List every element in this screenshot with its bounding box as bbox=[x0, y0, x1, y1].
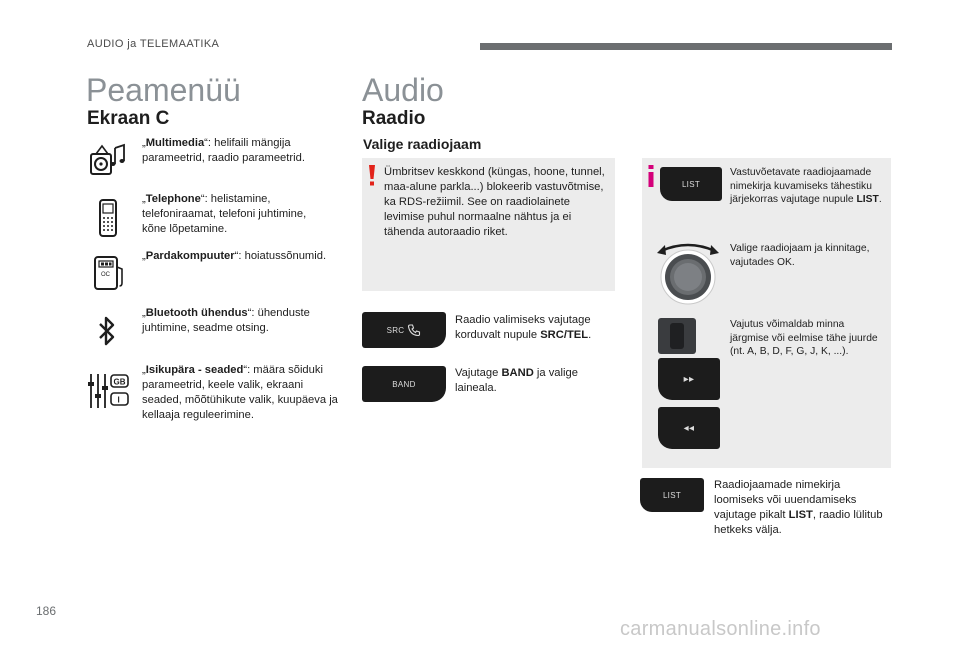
fast-forward-icon: ▸▸ bbox=[683, 373, 695, 385]
info-icon bbox=[647, 165, 655, 187]
radio-subtitle: Raadio bbox=[362, 108, 426, 129]
band-button-image: BAND bbox=[362, 366, 446, 402]
header-bar bbox=[480, 43, 892, 50]
list-instruction: Vastuvõetavate raadiojaamade nimekirja kuvamiseks tähestiku järjekorras vajutage nupule LIST. bbox=[730, 167, 882, 206]
seek-control-image bbox=[658, 318, 696, 354]
svg-text:I: I bbox=[117, 395, 120, 405]
seek-back-button bbox=[658, 407, 720, 449]
list-long-press-instruction: Raadiojaamade nimekirja loomiseks või uuendamiseks vajutage pikalt LIST, raadio lülitub hetkeks välja. bbox=[714, 479, 883, 536]
rewind-icon: ◂◂ bbox=[683, 422, 695, 434]
settings-icon bbox=[87, 372, 131, 410]
phone-icon bbox=[407, 323, 421, 337]
section-label: AUDIO ja TELEMAATIKA bbox=[87, 38, 220, 50]
menu-item-trip-computer: „Pardakompuuter“: hoiatussõnumid. bbox=[142, 250, 327, 262]
page-number: 186 bbox=[36, 604, 57, 618]
svg-text:GB: GB bbox=[113, 377, 126, 387]
list-button-image: LIST bbox=[660, 167, 722, 201]
rotary-knob-icon bbox=[655, 237, 721, 305]
warning-text: Ümbritsev keskkond (küngas, hoone, tunnel, maa-alune parkla...) blokeerib vastuvõtmise, ka RDS-režiimil. See on raadiolainete levimise puhul normaalne nähtus ja ei tähenda autoraadio riket. bbox=[384, 166, 605, 238]
watermark: carmanualsonline.info bbox=[620, 618, 821, 640]
menu-item-settings: „Isikupära - seaded“: määra sõiduki parameetrid, keele valik, ekraani seaded, mõõtühikute valik, kuupäeva ja kellaaja reguleerimine. bbox=[142, 364, 338, 421]
menu-item-multimedia: „Multimedia“: helifaili mängija parameetrid, raadio parameetrid. bbox=[142, 137, 305, 164]
menu-item-bluetooth: „Bluetooth ühendus“: ühenduste juhtimine, seadme otsing. bbox=[142, 307, 310, 334]
warning-icon bbox=[367, 165, 377, 187]
left-title: Peamenüü bbox=[86, 72, 241, 108]
fuel-computer-icon bbox=[93, 255, 125, 291]
seek-forward-button bbox=[658, 358, 720, 400]
seek-instruction: Vajutus võimaldab minna järgmise või eelmise tähe juurde (nt. A, B, D, F, G, J, K, ...). bbox=[730, 319, 878, 358]
select-station-heading: Valige raadiojaam bbox=[363, 136, 482, 152]
src-instruction: Raadio valimiseks vajutage korduvalt nupule SRC/TEL. bbox=[455, 314, 592, 341]
left-subtitle: Ekraan C bbox=[87, 108, 170, 129]
knob-instruction: Valige raadiojaam ja kinnitage, vajutades OK. bbox=[730, 243, 870, 268]
src-button-image: SRC bbox=[362, 312, 446, 348]
list-button-image-2: LIST bbox=[640, 478, 704, 512]
menu-item-telephone: „Telephone“: helistamine, telefoniraamat, telefoni juhtimine, kõne lõpetamine. bbox=[142, 193, 307, 235]
svg-text:OC: OC bbox=[101, 272, 110, 278]
multimedia-icon bbox=[88, 142, 128, 178]
telephone-icon bbox=[98, 199, 118, 237]
bluetooth-icon bbox=[97, 315, 117, 347]
audio-title: Audio bbox=[362, 72, 444, 108]
band-instruction: Vajutage BAND ja valige laineala. bbox=[455, 367, 578, 394]
